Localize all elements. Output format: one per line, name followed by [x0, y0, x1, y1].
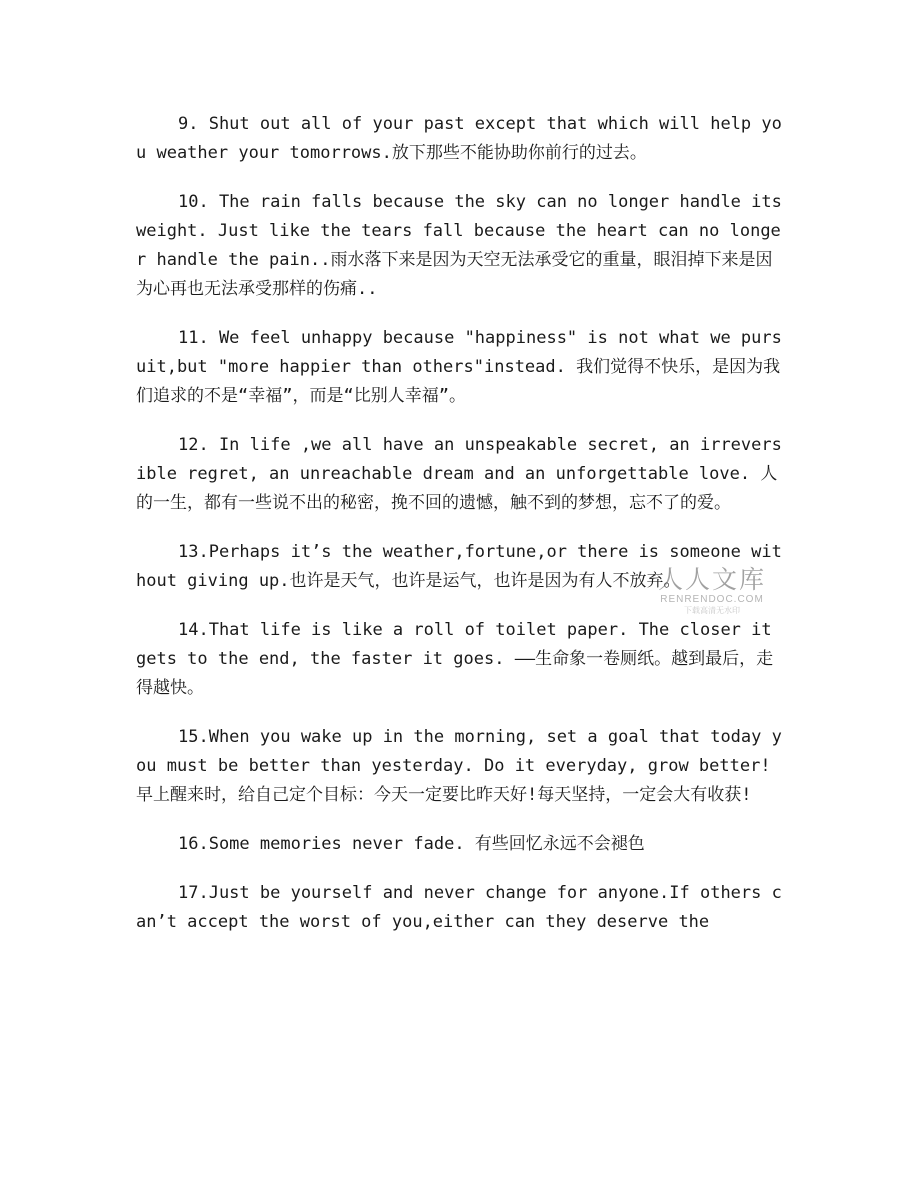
watermark-title: 人人文库: [657, 565, 766, 594]
quote-17: 17.Just be yourself and never change for anyone.If others can’t accept the worst of you,either can they deserve the: [136, 883, 782, 932]
watermark-tagline: 下载高清无水印: [684, 606, 740, 615]
quote-12: 12. In life ,we all have an unspeakable secret, an irreversible regret, an unreachable dream and an unforgettable love. 人的一生，都有一些说不出的秘密，挽不回的遗憾，触不到的梦想，忘不了的爱。: [136, 435, 782, 513]
watermark-logo: [648, 566, 776, 616]
document-body: [136, 110, 786, 937]
quote-10: 10. The rain falls because the sky can no longer handle its weight. Just like the tears fall because the heart can no longer handle the pain..雨水落下来是因为天空无法承受它的重量，眼泪掉下来是因为心再也无法承受那样的伤痛..: [136, 192, 782, 299]
quote-16: 16.Some memories never fade. 有些回忆永远不会褪色: [178, 834, 645, 854]
quote-13: 13.Perhaps it’s the weather,fortune,or there is someone without giving up.也许是天气，也许是运气，也许是因为有人不放弃。: [136, 542, 782, 591]
quote-15: 15.When you wake up in the morning, set a goal that today you must be better than yesterday. Do it everyday, grow better!早上醒来时，给自己定个目标：今天一定要比昨天好!每天坚持，一定会大有收获!: [136, 727, 782, 805]
quote-9: 9. Shut out all of your past except that which will help you weather your tomorrows.放下那些不能协助你前行的过去。: [136, 114, 782, 163]
quote-11: 11. We feel unhappy because "happiness" is not what we pursuit,but "more happier than others"instead. 我们觉得不快乐，是因为我们追求的不是“幸福”，而是“比别人幸福”。: [136, 328, 782, 406]
quote-14: 14.That life is like a roll of toilet paper. The closer it gets to the end, the faster it goes. ——生命象一卷厕纸。越到最后，走得越快。: [136, 620, 774, 698]
watermark-subtitle: RENRENDOC.COM: [660, 594, 764, 605]
